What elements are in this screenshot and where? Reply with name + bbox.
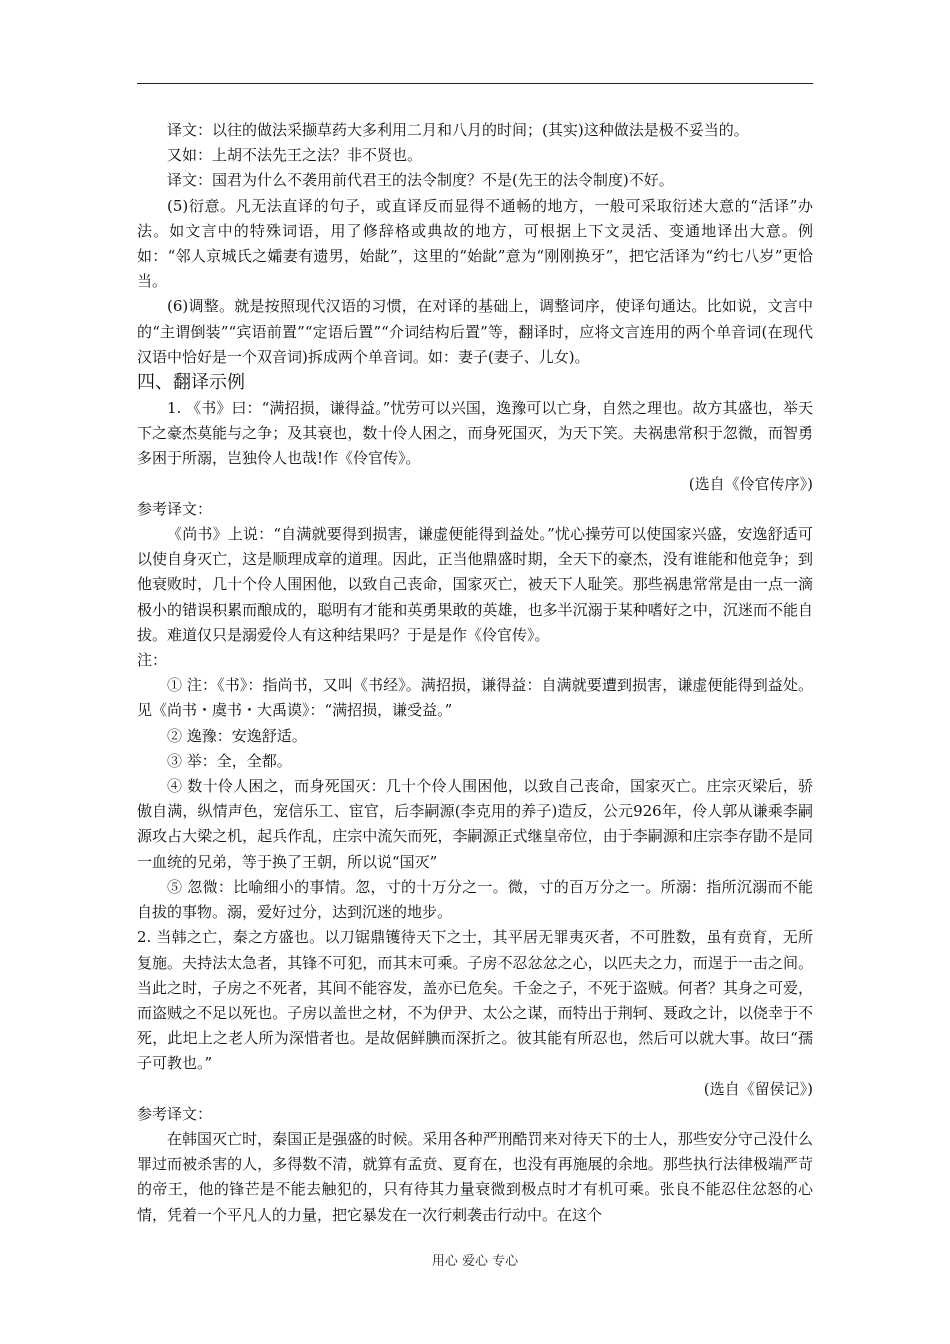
page-footer: 用心 爱心 专心 bbox=[431, 1254, 519, 1269]
source-citation: (选自《留侯记》) bbox=[703, 1079, 813, 1098]
note-item: ③ 举：全，全都。 bbox=[167, 751, 292, 770]
paragraph: 又如：上胡不法先王之法？非不贤也。 bbox=[167, 146, 423, 165]
translation-label: 参考译文： bbox=[137, 1104, 213, 1123]
paragraph: 1. 《书》曰：“满招损，谦得益。”忧劳可以兴国，逸豫可以亡身，自然之理也。故方其盛也，举天下之豪杰莫能与之争；及其衰也，数十伶人困之，而身死国灭，为天下笑。夫祸患常积于忽微，而智勇多困于所溺，岂独伶人也哉!作《伶官传》。 bbox=[137, 399, 813, 468]
source-citation: (选自《伶官传序》) bbox=[688, 474, 813, 493]
paragraph: (5)衍意。凡无法直译的句子，或直译反而显得不通畅的地方，一般可采取衍述大意的“活译”办法。如文言中的特殊词语，用了修辞格或典故的地方，可根据上下文灵活、变通地译出大意。例如：“邻人京城氏之孀妻有遗男，始龀”，这里的“始龀”意为“刚刚换牙”，把它活译为“约七八岁”更恰当。 bbox=[137, 196, 813, 291]
note-item: ④ 数十伶人困之，而身死国灭：几十个伶人围困他，以致自己丧命，国家灭亡。庄宗灭梁后，骄傲自满，纵情声色，宠信乐工、宦官，后李嗣源(李克用的养子)造反，公元926年，伶人郭从谦乘李嗣源攻占大梁之机，起兵作乱，庄宗中流矢而死，李嗣源正式继皇帝位，由于李嗣源和庄宗李存勖不是同一血统的兄弟，等于换了王朝，所以说“国灭” bbox=[137, 777, 813, 871]
paragraph: (6)调整。就是按照现代汉语的习惯，在对译的基础上，调整词序，使译句通达。比如说，文言中的“主谓倒装”“宾语前置”“定语后置”“介词结构后置”等，翻译时，应将文言连用的两个单音词(在现代汉语中恰好是一个双音词)拆成两个单音词。如：妻子(妻子、儿女)。 bbox=[137, 297, 813, 366]
paragraph: 《尚书》上说：“自满就要得到损害，谦虚便能得到益处。”忧心操劳可以使国家兴盛，安逸舒适可以使自身灭亡，这是顺理成章的道理。因此，正当他鼎盛时期，全天下的豪杰，没有谁能和他竞争；到他衰败时，几十个伶人围困他，以致自己丧命，国家灭亡，被天下人耻笑。那些祸患常常是由一点一滴极小的错误积累而酿成的，聪明有才能和英勇果敢的英雄，也多半沉溺于某种嗜好之中，沉迷而不能自拔。难道仅只是溺爱伶人有这种结果吗？于是是作《伶官传》。 bbox=[137, 525, 813, 644]
section-heading: 四、翻译示例 bbox=[137, 372, 245, 394]
notes-label: 注： bbox=[137, 651, 168, 670]
note-item: ① 注：《书》：指尚书，又叫《书经》。满招损，谦得益：自满就要遭到损害，谦虚便能得到益处。见《尚书・虞书・大禹谟》：“满招损，谦受益。” bbox=[137, 676, 813, 720]
header-rule bbox=[137, 83, 813, 84]
paragraph: 译文：国君为什么不袭用前代君王的法令制度？不是(先王的法令制度)不好。 bbox=[167, 171, 674, 190]
paragraph: 译文：以往的做法采撷草药大多利用二月和八月的时间；(其实)这种做法是极不妥当的。 bbox=[167, 121, 749, 139]
translation-label: 参考译文： bbox=[137, 499, 213, 518]
paragraph: 2. 当韩之亡，秦之方盛也。以刀锯鼎镬待天下之士，其平居无罪夷灭者，不可胜数，虽有贲育，无所复施。夫持法太急者，其锋不可犯，而其末可乘。子房不忍忿忿之心，以匹夫之力，而逞于一击之间。当此之时，子房之不死者，其间不能容发，盖亦已危矣。千金之子，不死于盗贼。何者？其身之可爱，而盗贼之不足以死也。子房以盖世之材，不为伊尹、太公之谋，而特出于荆轲、聂政之计，以侥幸于不死，此圯上之老人所为深惜者也。是故倨鲜腆而深折之。彼其能有所忍也，然后可以就大事。故曰“孺子可教也。” bbox=[137, 928, 813, 1073]
document-body bbox=[137, 118, 813, 1228]
note-item: ⑤ 忽微：比喻细小的事情。忽，寸的十万分之一。微，寸的百万分之一。所溺：指所沉溺而不能自拔的事物。溺，爱好过分，达到沉迷的地步。 bbox=[137, 877, 813, 922]
paragraph: 在韩国灭亡时，秦国正是强盛的时候。采用各种严刑酷罚来对待天下的士人，那些安分守己没什么罪过而被杀害的人，多得数不清，就算有孟贲、夏育在，也没有再施展的余地。那些执行法律极端严苛的帝王，他的锋芒是不能去触犯的，只有待其力量衰微到极点时才有机可乘。张良不能忍住忿怒的心情，凭着一个平凡人的力量，把它暴发在一次行刺袭击行动中。在这个 bbox=[137, 1129, 813, 1224]
note-item: ② 逸豫：安逸舒适。 bbox=[167, 726, 307, 745]
